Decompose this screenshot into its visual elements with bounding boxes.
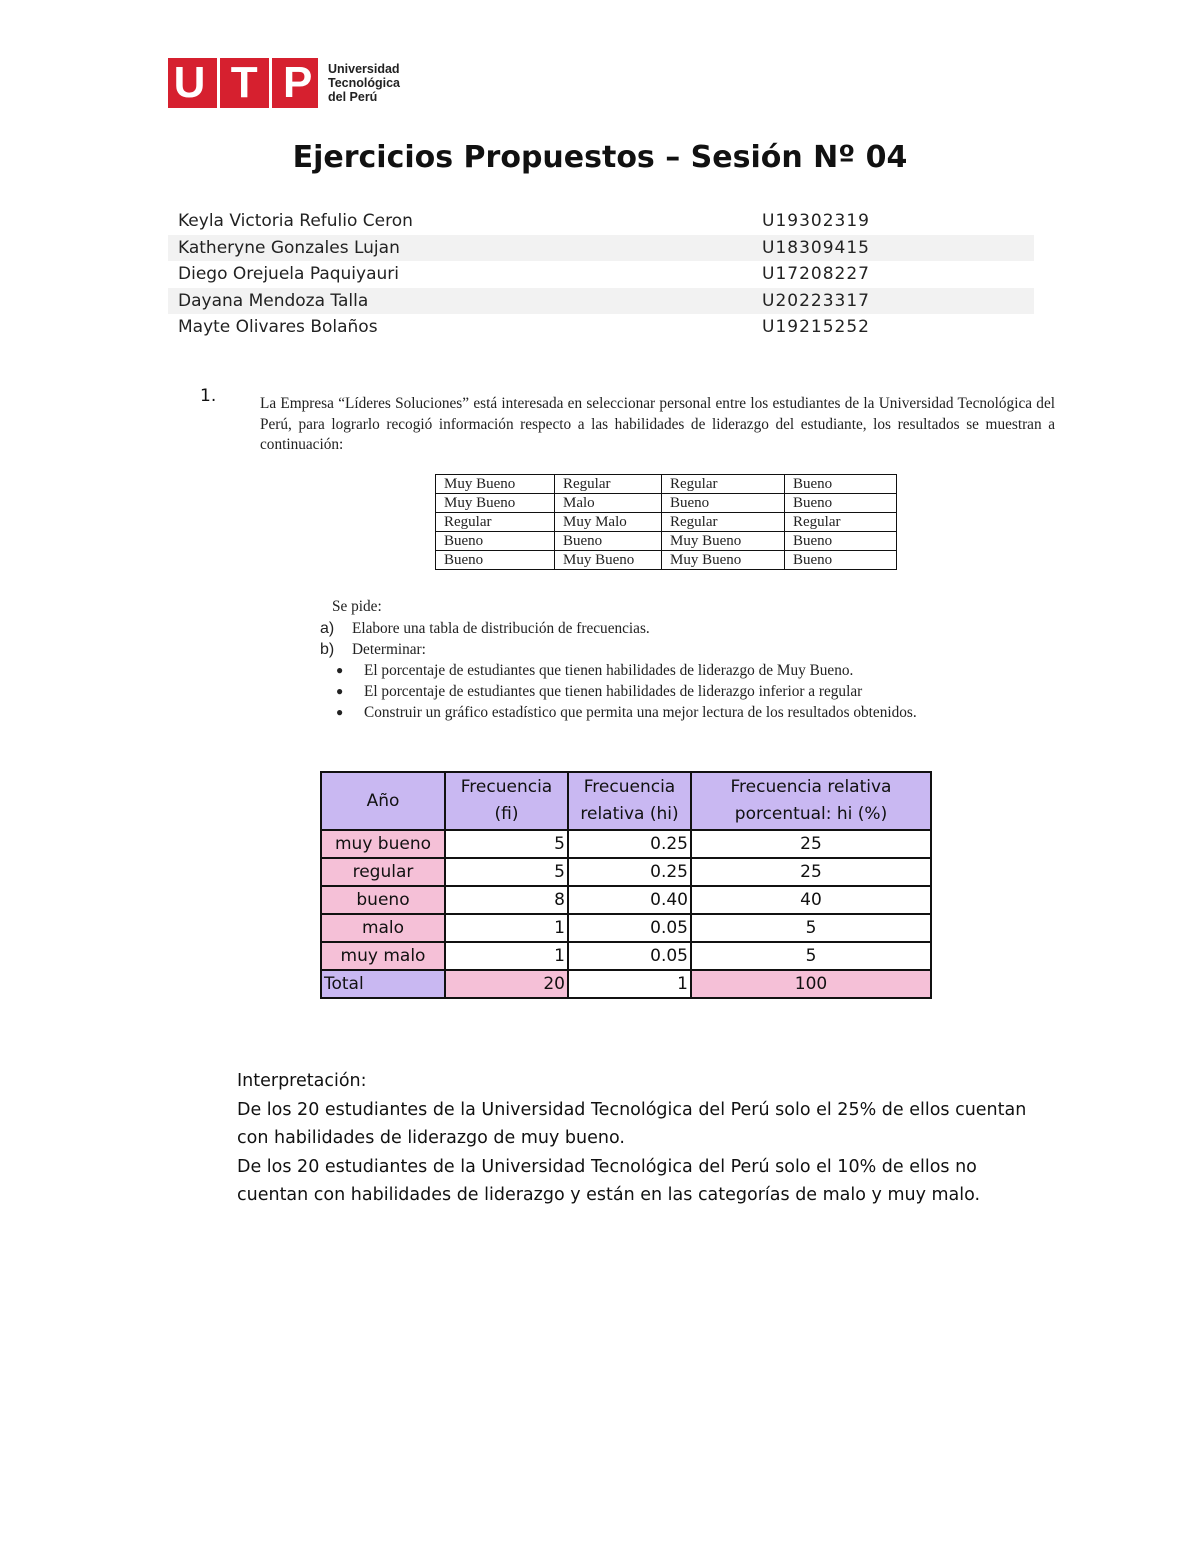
- table-row: [321, 858, 931, 886]
- bullet-item: [320, 681, 917, 702]
- table-cell: Muy Bueno: [555, 551, 662, 570]
- category-cell: bueno: [321, 886, 445, 914]
- logo-letter-p: P: [283, 58, 313, 107]
- hi-percent-cell: 5: [691, 942, 931, 970]
- frequency-table: [320, 771, 932, 999]
- student-code: U20223317: [762, 290, 870, 311]
- bullet-text: Construir un gráfico estadístico que permita una mejor lectura de los resultados obtenidos.: [364, 703, 917, 721]
- table-cell: Bueno: [436, 532, 555, 551]
- hi-cell: 0.40: [568, 886, 691, 914]
- total-hi-percent: 100: [691, 970, 931, 998]
- total-row: [321, 970, 931, 998]
- column-header: Frecuencia relativa porcentual: hi (%): [691, 772, 931, 830]
- table-cell: Bueno: [662, 494, 785, 513]
- interpretation-line: con habilidades de liderazgo de muy bueno.: [237, 1128, 625, 1148]
- task-text: Elabore una tabla de distribución de frecuencias.: [352, 619, 650, 637]
- interpretation: [237, 1067, 1037, 1210]
- logo-separator: [269, 58, 272, 108]
- logo-text-line: del Perú: [328, 90, 378, 104]
- logo-letter-u: U: [173, 58, 206, 107]
- hi-cell: 0.25: [568, 830, 691, 858]
- interpretation-line: De los 20 estudiantes de la Universidad Tecnológica del Perú solo el 10% de ellos no: [237, 1156, 977, 1177]
- category-cell: malo: [321, 914, 445, 942]
- se-pide-label: Se pide:: [332, 598, 382, 615]
- hi-percent-cell: 5: [691, 914, 931, 942]
- logo-letter-t: T: [230, 58, 258, 107]
- table-cell: Bueno: [436, 551, 555, 570]
- table-cell: Regular: [555, 475, 662, 494]
- total-label: Total: [321, 970, 445, 998]
- table-cell: Muy Bueno: [436, 494, 555, 513]
- student-code: U18309415: [762, 237, 870, 258]
- bullet-icon: ●: [336, 684, 344, 698]
- raw-data-table: [435, 474, 897, 570]
- table-cell: Malo: [555, 494, 662, 513]
- exercise-statement: La Empresa “Líderes Soluciones” está interesada en seleccionar personal entre los estudiantes de la Universidad Tecnológica del Perú, para lograrlo recogió información respecto a las habilidades de liderazgo del estudiante, los resultados se muestran a continuación:: [260, 395, 1055, 453]
- table-cell: Bueno: [785, 494, 897, 513]
- table-cell: Bueno: [785, 532, 897, 551]
- category-cell: regular: [321, 858, 445, 886]
- table-row: [321, 942, 931, 970]
- logo-text-line: Tecnológica: [328, 76, 401, 90]
- column-header: Año: [321, 772, 445, 830]
- task-text: Determinar:: [352, 640, 426, 658]
- table-cell: Bueno: [555, 532, 662, 551]
- hi-percent-cell: 25: [691, 858, 931, 886]
- student-name: Katheryne Gonzales Lujan: [178, 237, 400, 258]
- logo-separator: [217, 58, 220, 108]
- student-row: [168, 208, 1034, 235]
- task-marker: a): [320, 619, 335, 637]
- student-row: [168, 235, 1034, 262]
- table-row: [436, 494, 897, 513]
- student-row: [168, 314, 1034, 341]
- student-name: Keyla Victoria Refulio Ceron: [178, 211, 413, 232]
- page-title: Ejercicios Propuestos – Sesión Nº 04: [292, 140, 908, 175]
- bullet-icon: ●: [336, 663, 344, 677]
- exercise-number: 1.: [200, 386, 217, 406]
- table-cell: Regular: [436, 513, 555, 532]
- bullet-text: El porcentaje de estudiantes que tienen habilidades de liderazgo inferior a regular: [364, 682, 863, 700]
- hi-cell: 0.05: [568, 942, 691, 970]
- total-fi: 20: [445, 970, 568, 998]
- table-cell: Regular: [662, 475, 785, 494]
- table-cell: Muy Bueno: [662, 532, 785, 551]
- table-row: [321, 830, 931, 858]
- table-cell: Regular: [785, 513, 897, 532]
- logo-wordmark: [328, 62, 400, 104]
- table-row: [436, 513, 897, 532]
- bullet-item: [320, 660, 917, 681]
- fi-cell: 8: [445, 886, 568, 914]
- hi-percent-cell: 25: [691, 830, 931, 858]
- table-cell: Bueno: [785, 475, 897, 494]
- table-row: [436, 532, 897, 551]
- table-cell: Muy Malo: [555, 513, 662, 532]
- student-list: [168, 208, 1034, 341]
- student-row: [168, 288, 1034, 315]
- student-name: Mayte Olivares Bolaños: [178, 317, 378, 338]
- table-cell: Bueno: [785, 551, 897, 570]
- student-code: U19302319: [762, 211, 870, 232]
- table-cell: Muy Bueno: [662, 551, 785, 570]
- task-list: [320, 618, 917, 723]
- table-row: [436, 551, 897, 570]
- task-item: [320, 618, 917, 639]
- task-marker: b): [320, 640, 335, 658]
- table-cell: Muy Bueno: [436, 475, 555, 494]
- table-row: [321, 914, 931, 942]
- column-header: Frecuencia (fi): [445, 772, 568, 830]
- interpretation-line: De los 20 estudiantes de la Universidad Tecnológica del Perú solo el 25% de ellos cuentan: [237, 1099, 1027, 1120]
- category-cell: muy bueno: [321, 830, 445, 858]
- student-row: [168, 261, 1034, 288]
- bullet-text: El porcentaje de estudiantes que tienen habilidades de liderazgo de Muy Bueno.: [364, 661, 854, 679]
- category-cell: muy malo: [321, 942, 445, 970]
- student-name: Dayana Mendoza Talla: [178, 290, 369, 311]
- student-name: Diego Orejuela Paquiyauri: [178, 264, 399, 285]
- fi-cell: 5: [445, 858, 568, 886]
- bullet-icon: ●: [336, 705, 344, 719]
- utp-logo-mark: [168, 58, 318, 108]
- fi-cell: 5: [445, 830, 568, 858]
- fi-cell: 1: [445, 914, 568, 942]
- table-row: [436, 475, 897, 494]
- table-row: [321, 886, 931, 914]
- hi-percent-cell: 40: [691, 886, 931, 914]
- table-cell: Regular: [662, 513, 785, 532]
- interpretation-line: cuentan con habilidades de liderazgo y están en las categorías de malo y muy malo.: [237, 1185, 981, 1205]
- fi-cell: 1: [445, 942, 568, 970]
- logo-text-line: Universidad: [328, 62, 400, 76]
- utp-logo: [168, 57, 400, 109]
- bullet-item: [320, 702, 917, 723]
- hi-cell: 0.05: [568, 914, 691, 942]
- student-code: U19215252: [762, 317, 870, 338]
- interpretation-label: Interpretación:: [237, 1071, 367, 1091]
- table-header-row: [321, 772, 931, 830]
- total-hi: 1: [568, 970, 691, 998]
- task-item: [320, 639, 917, 660]
- hi-cell: 0.25: [568, 858, 691, 886]
- column-header: Frecuencia relativa (hi): [568, 772, 691, 830]
- student-code: U17208227: [762, 264, 870, 285]
